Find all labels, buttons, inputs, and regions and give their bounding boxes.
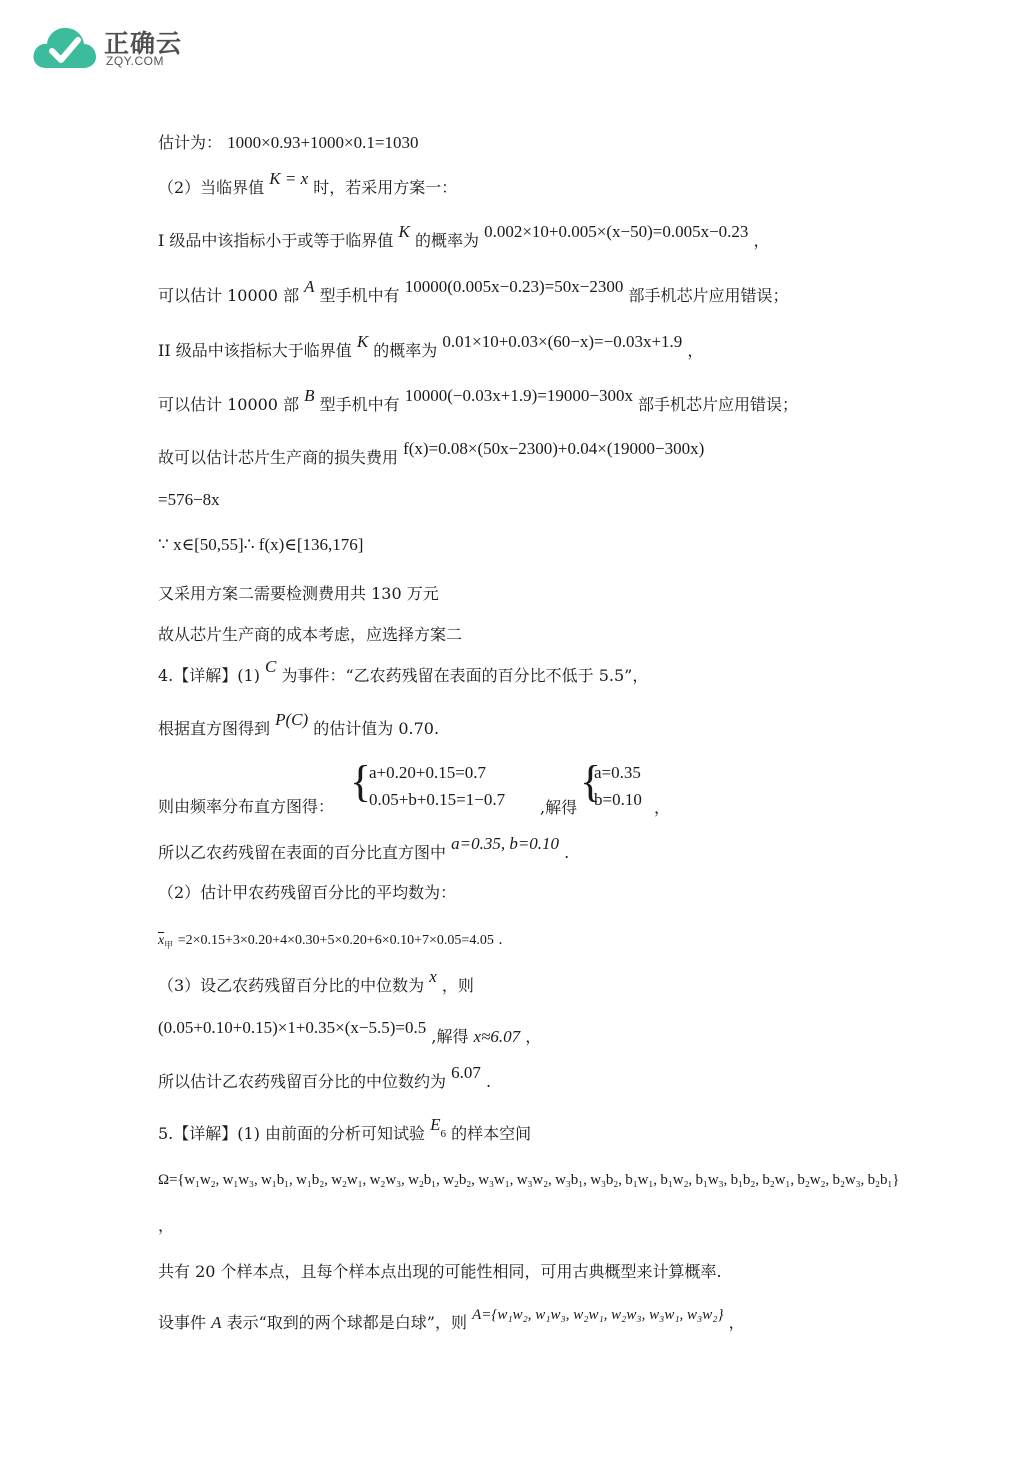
text-line: [158, 930, 503, 956]
line-text: 可以估计 10000 部: [158, 395, 300, 414]
left-brace: {: [350, 757, 372, 806]
text-line: [158, 1307, 745, 1334]
math-variable: K: [356, 332, 369, 351]
line-text: 的样本空间: [451, 1124, 532, 1143]
line-text: 5.【详解】(1) 由前面的分析可知试验: [158, 1124, 426, 1143]
math-expression: P(C): [275, 710, 309, 729]
line-text: 型手机中有: [319, 395, 400, 414]
text-line: [158, 710, 440, 739]
text-line: [158, 1262, 722, 1282]
left-brace: {: [580, 757, 602, 806]
line-text: 故从芯片生产商的成本考虑，应选择方案二: [158, 625, 463, 644]
text-line: [158, 657, 649, 686]
math-expression: ∵ x∈[50,55]∴ f(x)∈[136,176]: [158, 535, 364, 554]
math-variable: K: [398, 222, 410, 241]
text-line: [158, 169, 458, 198]
math-expression: 10000(−0.03x+1.9)=19000−300x: [404, 386, 633, 405]
line-text: .: [564, 843, 570, 862]
text-line: [158, 1115, 532, 1150]
line-text: 则由频率分布直方图得：: [158, 797, 335, 816]
text-line: [158, 797, 334, 817]
sample-space-omega: Ω={w₁w₂, w₁w₃, w₁b₁, w₁b₂, w₂w₁, w₂w₃, w₂b₁, w₂b₂, w₃w₁, w₃w₂, w₃b₁, w₃b₂, b₁w₁, b₁w₂, b₁w₃, b₁b₂, b₂w₁, b₂w₂, b₂w₃, b₂b₁}: [158, 1172, 900, 1188]
zqy-logo: [30, 22, 210, 74]
line-text: .: [498, 932, 503, 948]
equation: 0.05+b+0.15=1−0.7: [369, 790, 506, 809]
math-expression: 0.01×10+0.03×(60−x)=−0.03x+1.9: [442, 332, 683, 351]
subscript: 甲: [164, 940, 174, 951]
math-expression: a=0.35, b=0.10: [451, 834, 560, 853]
line-text: 所以乙农药残留在表面的百分比直方图中: [158, 843, 447, 862]
text-line: [158, 584, 439, 604]
math-expression: A={w₁w₂, w₁w₃, w₂w₁, w₂w₃, w₃w₁, w₃w₂}: [472, 1307, 724, 1323]
line-text: ，: [654, 798, 671, 817]
line-text: ，: [687, 341, 704, 360]
text-line: [158, 834, 570, 863]
math-variable: x: [429, 967, 437, 986]
solution: a=0.35: [594, 763, 641, 782]
mean-symbol: $\overline{x}$: [158, 933, 165, 948]
equation: a+0.20+0.15=0.7: [369, 763, 487, 782]
line-text: 为事件：“乙农药残留在表面的百分比不低于 5.5”，: [281, 666, 649, 685]
line-text: 的概率为: [414, 231, 479, 250]
math-expression: 10000(0.005x−0.23)=50x−2300: [404, 277, 624, 296]
text-line: [158, 277, 789, 306]
math-expression: 6.07: [451, 1063, 481, 1082]
line-text: 型手机中有: [319, 286, 400, 305]
text-line: [158, 386, 799, 415]
math-expression: K = x: [269, 169, 309, 188]
text-line: [158, 439, 705, 468]
math-expression: f(x)=0.08×(50x−2300)+0.04×(19000−300x): [403, 439, 705, 458]
line-text: ，则: [441, 976, 474, 995]
math-variable: E: [430, 1115, 441, 1134]
text-line: [158, 133, 418, 153]
line-text: 的估计值为 0.70.: [313, 719, 440, 738]
line-text: 又采用方案二需要检测费用共 130 万元: [158, 584, 439, 603]
line-text: （2）估计甲农药残留百分比的平均数为：: [158, 883, 457, 902]
line-text: ，: [525, 1027, 542, 1046]
text-line: [158, 1216, 174, 1236]
line-text: 的概率为: [373, 341, 438, 360]
line-text: 故可以估计芯片生产商的损失费用: [158, 448, 399, 467]
math-expression: x≈6.07: [473, 1027, 521, 1046]
text-line: [158, 1018, 542, 1047]
brand-name: 正确云: [104, 29, 183, 58]
math-expression: 1000×0.93+1000×0.1=1030: [227, 133, 419, 152]
line-text: ,解得: [540, 798, 578, 817]
line-text: I 级品中该指标小于或等于临界值: [158, 231, 394, 250]
line-text: 时，若采用方案一：: [313, 178, 458, 197]
line-text: .: [485, 1072, 492, 1091]
line-text: ，: [158, 1216, 175, 1235]
line-text: 部手机芯片应用错误；: [638, 395, 799, 414]
math-expression: =2×0.15+3×0.20+4×0.30+5×0.20+6×0.10+7×0.05=4.05: [177, 933, 494, 948]
math-expression: 0.002×10+0.005×(x−50)=0.005x−0.23: [484, 222, 749, 241]
text-line: [158, 490, 220, 510]
line-text: （3）设乙农药残留百分比的中位数为: [158, 976, 425, 995]
line-text: II 级品中该指标大于临界值: [158, 341, 352, 360]
line-text: ，: [728, 1313, 745, 1332]
text-line: [158, 967, 474, 996]
math-expression: (0.05+0.10+0.15)×1+0.35×(x−5.5)=0.5: [158, 1018, 427, 1037]
text-line: [158, 535, 363, 555]
line-text: （2）当临界值: [158, 178, 265, 197]
line-text: 表示“取到的两个球都是白球”，则: [226, 1313, 467, 1332]
text-line: [158, 222, 770, 251]
text-line: [158, 1063, 492, 1092]
line-text: 可以估计 10000 部: [158, 286, 300, 305]
line-text: 所以估计乙农药残留百分比的中位数约为: [158, 1072, 447, 1091]
brand-domain: ZQY.COM: [106, 54, 164, 68]
solution: b=0.10: [594, 790, 642, 809]
math-variable: A: [211, 1313, 222, 1332]
line-text: 设事件: [158, 1313, 207, 1332]
line-text: 4.【详解】(1): [158, 666, 260, 685]
subscript: 6: [440, 1128, 447, 1141]
line-text: 根据直方图得到: [158, 719, 271, 738]
text-line: [158, 883, 456, 903]
math-variable: A: [304, 277, 315, 296]
math-variable: B: [304, 386, 315, 405]
line-text: ，: [753, 231, 770, 250]
line-text: 部手机芯片应用错误；: [628, 286, 789, 305]
math-variable: C: [265, 657, 277, 676]
cloud-check-icon: [30, 22, 98, 72]
line-text: 共有 20 个样本点，且每个样本点出现的可能性相同，可用古典概型来计算概率.: [158, 1262, 722, 1281]
math-expression: =576−8x: [158, 490, 220, 509]
text-line: [158, 625, 462, 645]
line-text: ,解得: [431, 1027, 469, 1046]
text-line: [158, 332, 704, 361]
line-text: 估计为：: [158, 133, 223, 152]
